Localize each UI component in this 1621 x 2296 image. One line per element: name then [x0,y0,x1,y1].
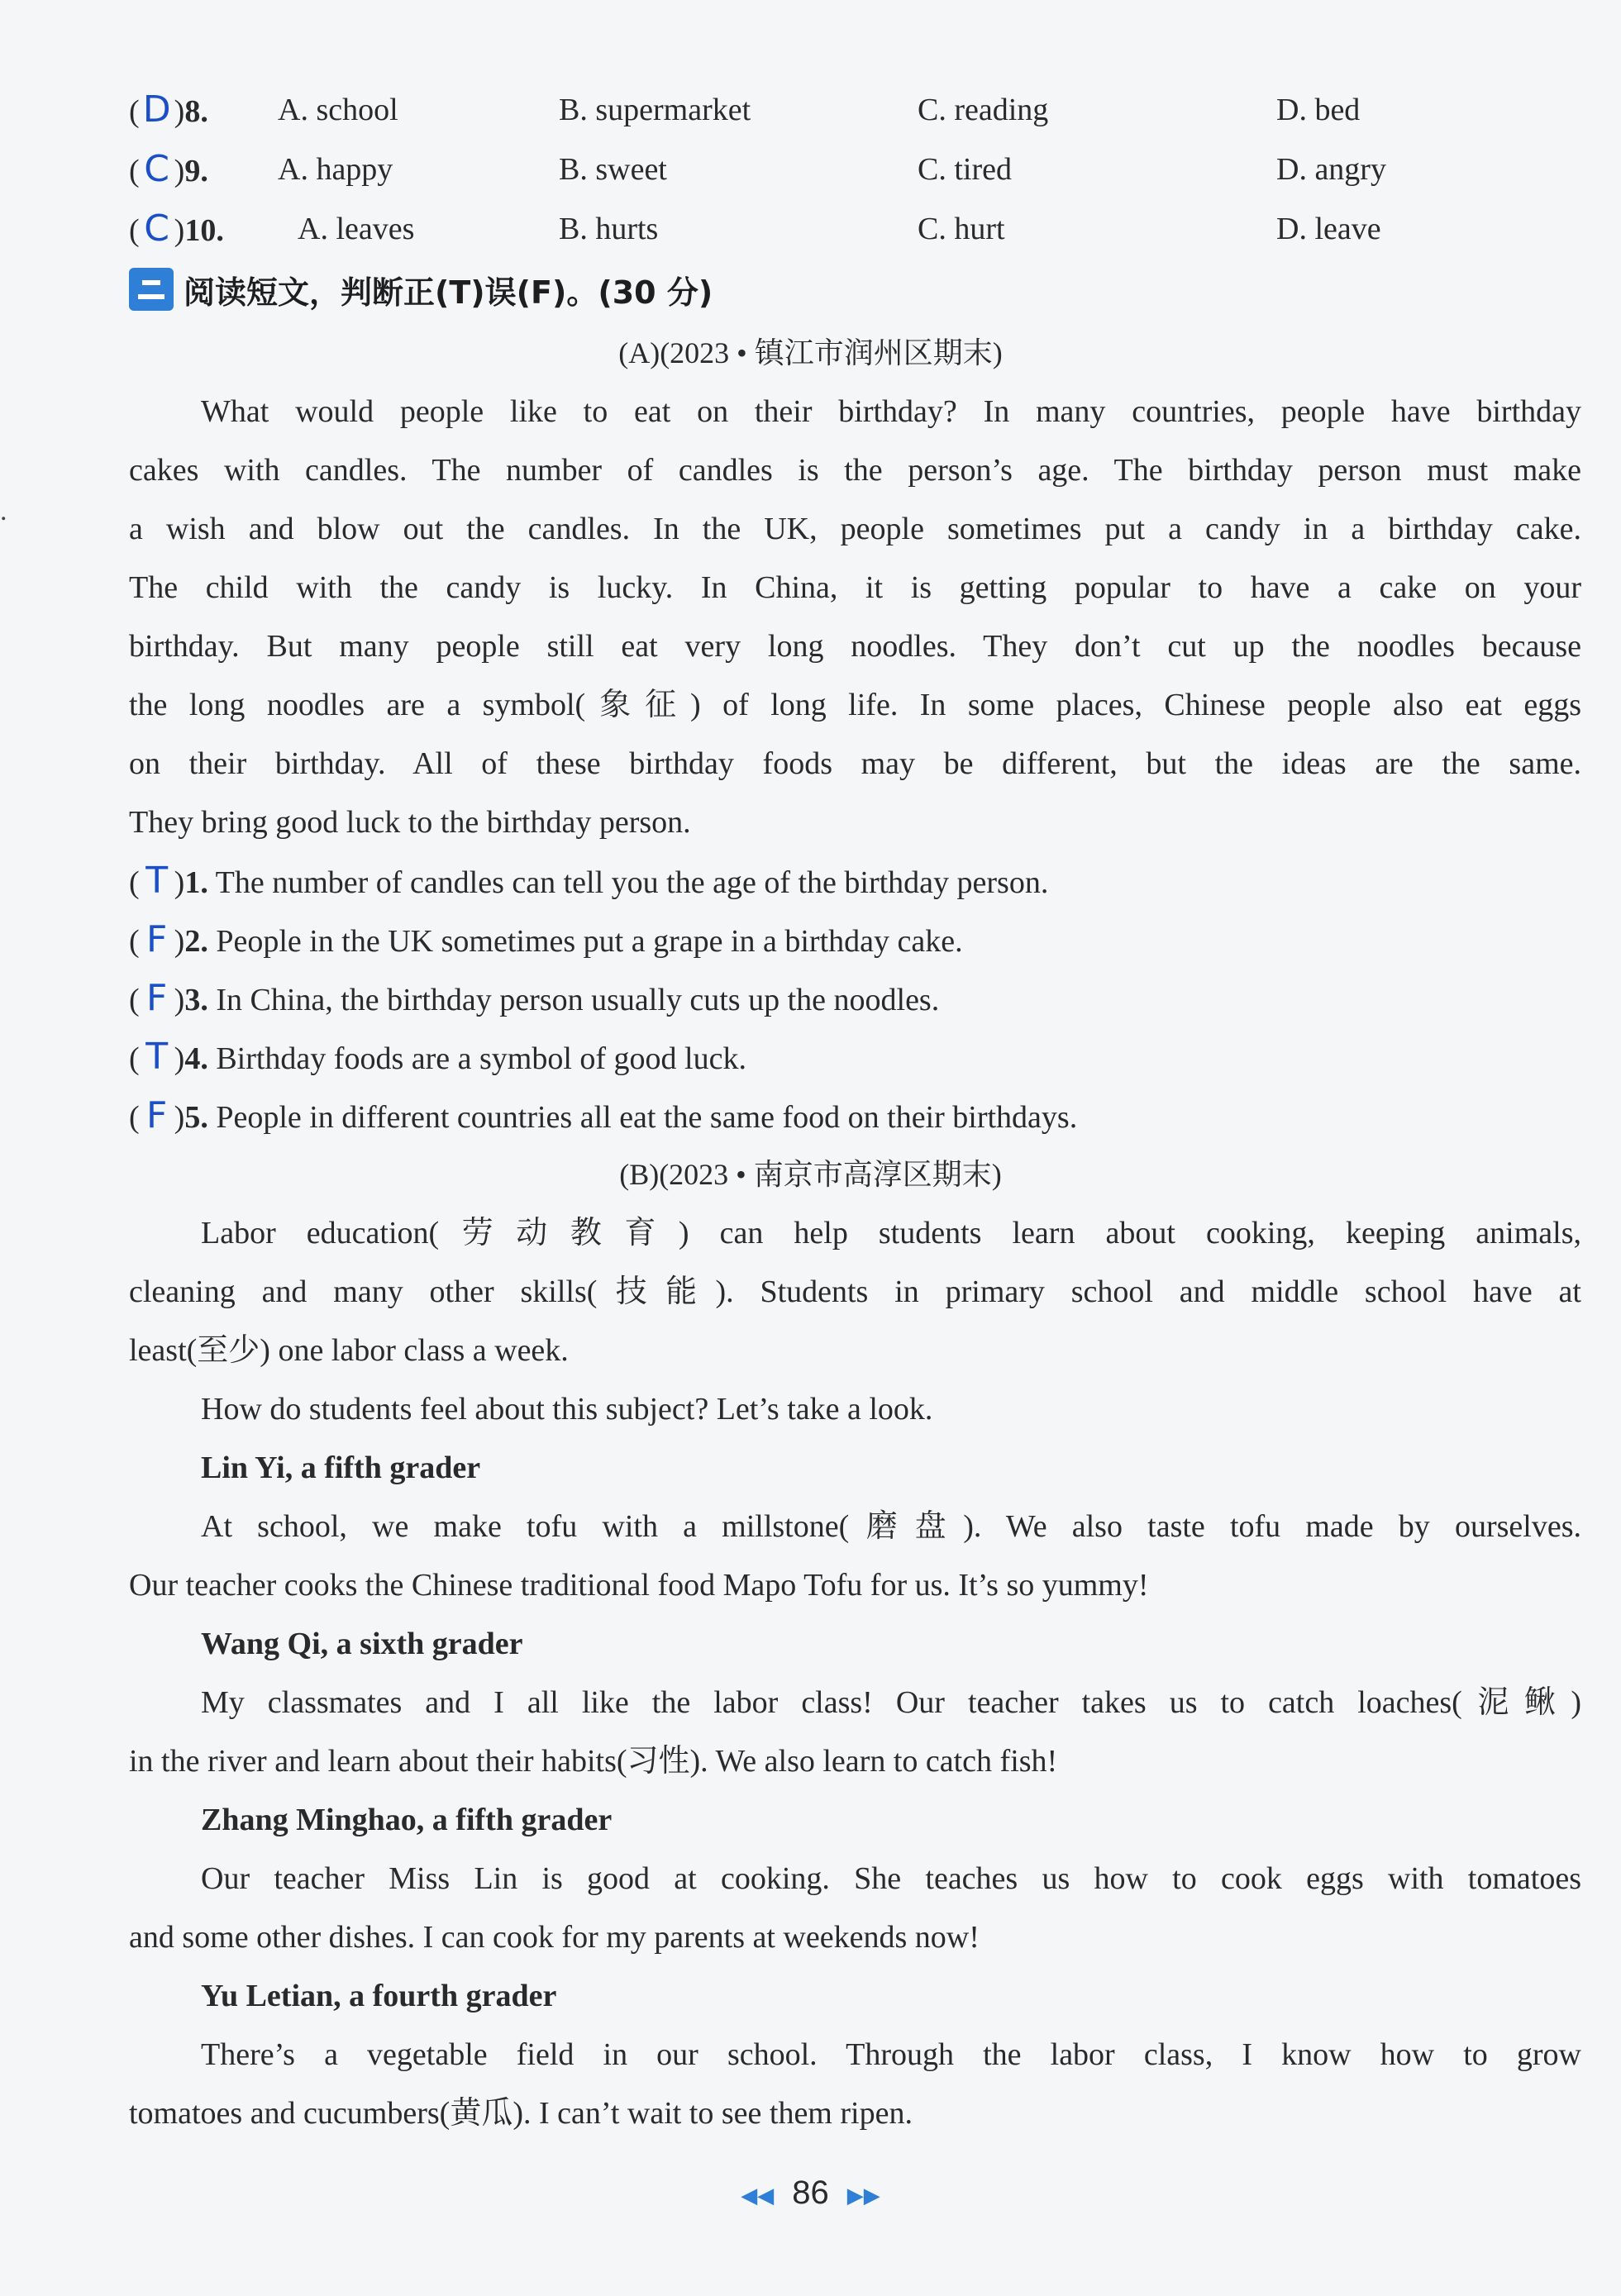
passage-a-source: (A)(2023 • 镇江市润州区期末) [618,336,1003,369]
mc-question-10: ( C )10. [129,207,224,250]
option-b: B. supermarket [559,93,751,127]
page-number: 86 [792,2175,829,2211]
section-title: 阅读短文，判断正(T)误(F)。(30 分) [184,274,713,311]
option-c: C. hurt [918,212,1005,246]
passage-a-line: They bring good luck to the birthday person. [129,805,691,840]
passage-b-source: (B)(2023 • 南京市高淳区期末) [619,1158,1002,1191]
student-name: Yu Letian, a fourth grader [201,1979,557,2013]
tf-question: ( T )4. Birthday foods are a symbol of good luck. [129,1036,746,1078]
question-number: 2. [184,924,208,959]
passage-b-line: Labor education(劳动教育) can help students learn about cooking, keeping animals, [201,1216,1581,1250]
question-number: 1. [184,865,208,900]
tf-question: ( F )3. In China, the birthday person usually cuts up the noodles. [129,977,940,1019]
question-text: The number of candles can tell you the age of the birthday person. [215,865,1049,900]
question-text: People in different countries all eat the same food on their birthdays. [216,1100,1078,1135]
option-b: B. sweet [559,152,667,187]
mc-question-9: ( C )9. [129,148,208,190]
option-d: D. angry [1276,152,1386,187]
passage-a-line: cakes with candles. The number of candles is the person’s age. The birthday person must make [129,453,1581,488]
answer-mark: T [145,860,169,902]
passage-a-line: the long noodles are a symbol(象征) of long life. In some places, Chinese people also eat eggs [129,688,1581,722]
answer-mark: F [146,1094,168,1136]
answer-mark: C [144,148,170,190]
student-quote-line: There’s a vegetable field in our school. Through the labor class, I know how to grow [201,2037,1581,2072]
question-number: 8. [184,94,208,129]
option-a: A. happy [278,152,393,187]
tf-question: ( F )5. People in different countries all eat the same food on their birthdays. [129,1094,1078,1136]
question-number: 3. [184,983,208,1017]
option-b: B. hurts [559,212,659,246]
student-quote-line: At school, we make tofu with a millstone(磨盘). We also taste tofu made by ourselves. [201,1509,1581,1544]
passage-a-line: a wish and blow out the candles. In the UK, people sometimes put a candy in a birthday cake. [129,512,1581,546]
option-a: A. school [278,93,398,127]
question-number: 5. [184,1100,208,1135]
answer-mark: F [146,918,168,960]
student-quote-line: and some other dishes. I can cook for my parents at weekends now! [129,1920,980,1955]
passage-b-line: How do students feel about this subject? Let’s take a look. [201,1392,933,1427]
student-name: Lin Yi, a fifth grader [201,1450,481,1485]
student-name: Zhang Minghao, a fifth grader [201,1803,613,1837]
margin-glyph: . [0,496,7,526]
student-quote-line: tomatoes and cucumbers(黄瓜). I can’t wait to see them ripen. [129,2096,913,2131]
option-d: D. leave [1276,212,1381,246]
passage-a-line: The child with the candy is lucky. In China, it is getting popular to have a cake on your [129,570,1581,605]
option-c: C. reading [918,93,1049,127]
passage-a-line: birthday. But many people still eat very long noodles. They don’t cut up the noodles because [129,629,1581,664]
passage-b-line: least(至少) one labor class a week. [129,1333,569,1368]
student-quote-line: Our teacher Miss Lin is good at cooking. She teaches us how to cook eggs with tomatoes [201,1861,1581,1896]
option-a: A. leaves [298,212,415,246]
passage-b-line: cleaning and many other skills(技能). Students in primary school and middle school have at [129,1274,1581,1309]
question-text: Birthday foods are a symbol of good luck. [216,1041,746,1076]
answer-mark: F [146,977,168,1019]
next-arrows-icon: ▶▶ [846,2183,880,2208]
student-quote-line: Our teacher cooks the Chinese traditional food Mapo Tofu for us. It’s so yummy! [129,1568,1149,1603]
section-header [129,266,713,312]
student-name: Wang Qi, a sixth grader [201,1627,523,1661]
tf-question: ( F )2. People in the UK sometimes put a grape in a birthday cake. [129,918,963,960]
answer-mark: T [145,1036,169,1078]
answer-mark: C [144,207,170,250]
tf-question: ( T )1. The number of candles can tell you the age of the birthday person. [129,860,1049,902]
question-text: In China, the birthday person usually cuts up the noodles. [216,983,940,1017]
mc-question-8: (D )8. [129,88,208,131]
previous-arrows-icon: ◀◀ [741,2183,775,2208]
question-number: 9. [184,154,208,188]
answer-mark: D [142,88,171,131]
question-number: 10. [184,213,224,248]
question-number: 4. [184,1041,208,1076]
student-quote-line: in the river and learn about their habits(习性). We also learn to catch fish! [129,1744,1058,1779]
option-c: C. tired [918,152,1012,187]
student-quote-line: My classmates and I all like the labor class! Our teacher takes us to catch loaches(泥鳅) [201,1685,1581,1720]
passage-a-line: on their birthday. All of these birthday foods may be different, but the ideas are the same. [129,746,1581,781]
section-number-two-icon [129,268,174,311]
question-text: People in the UK sometimes put a grape in a birthday cake. [216,924,963,959]
passage-a-line: What would people like to eat on their birthday? In many countries, people have birthday [201,394,1581,429]
page-footer [0,2172,1621,2217]
option-d: D. bed [1276,93,1361,127]
